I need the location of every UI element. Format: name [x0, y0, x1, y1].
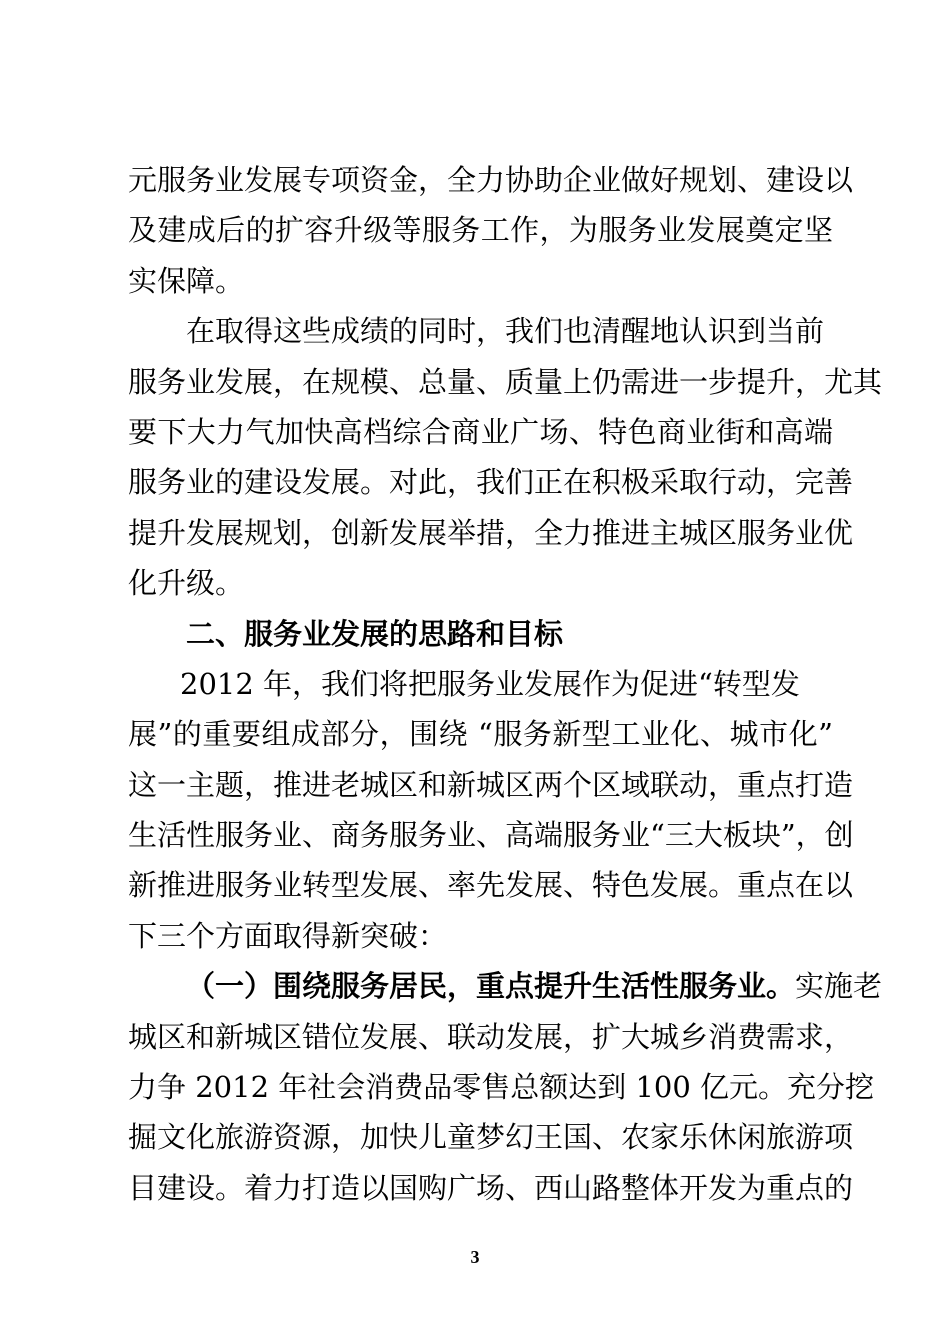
body-line: 提升发展规划，创新发展举措，全力推进主城区服务业优 [128, 515, 854, 550]
body-line: 2012 年，我们将把服务业发展作为促进“转型发 [180, 666, 800, 701]
body-line: 在取得这些成绩的同时，我们也清醒地认识到当前 [186, 314, 825, 349]
body-line: 化升级。 [128, 566, 245, 601]
body-line: 下三个方面取得新突破： [128, 918, 448, 953]
page-number: 3 [470, 1247, 480, 1267]
body-line: 要下大力气加快高档综合商业广场、特色商业街和高端 [128, 414, 833, 449]
body-line: 服务业发展，在规模、总量、质量上仍需进一步提升，尤其 [128, 364, 883, 399]
body-line: 城区和新城区错位发展、联动发展，扩大城乡消费需求， [128, 1019, 854, 1054]
body-line: 生活性服务业、商务服务业、高端服务业“三大板块”，创 [128, 818, 854, 853]
body-line: 元服务业发展专项资金，全力协助企业做好规划、建设以 [128, 163, 854, 197]
body-line: 目建设。着力打造以国购广场、西山路整体开发为重点的 [128, 1170, 854, 1205]
document-body [128, 155, 883, 1213]
body-line: 及建成后的扩容升级等服务工作，为服务业发展奠定坚 [128, 213, 833, 248]
subsection-heading: （一）围绕服务居民，重点提升生活性服务业。 [186, 969, 796, 1004]
body-line: 展”的重要组成部分，围绕 “服务新型工业化、城市化” [128, 717, 833, 752]
body-line: 实保障。 [128, 263, 245, 298]
subsection-line [128, 961, 883, 1011]
body-line: 新推进服务业转型发展、率先发展、特色发展。重点在以 [128, 868, 854, 903]
body-line: 这一主题，推进老城区和新城区两个区域联动，重点打造 [128, 767, 854, 802]
body-text: 实施老 [795, 969, 883, 1004]
section-heading: 二、服务业发展的思路和目标 [186, 616, 564, 651]
body-line: 服务业的建设发展。对此，我们正在积极采取行动，完善 [128, 465, 854, 500]
body-line: 力争 2012 年社会消费品零售总额达到 100 亿元。充分挖 [128, 1070, 875, 1105]
body-line: 掘文化旅游资源，加快儿童梦幻王国、农家乐休闲旅游项 [128, 1120, 854, 1155]
